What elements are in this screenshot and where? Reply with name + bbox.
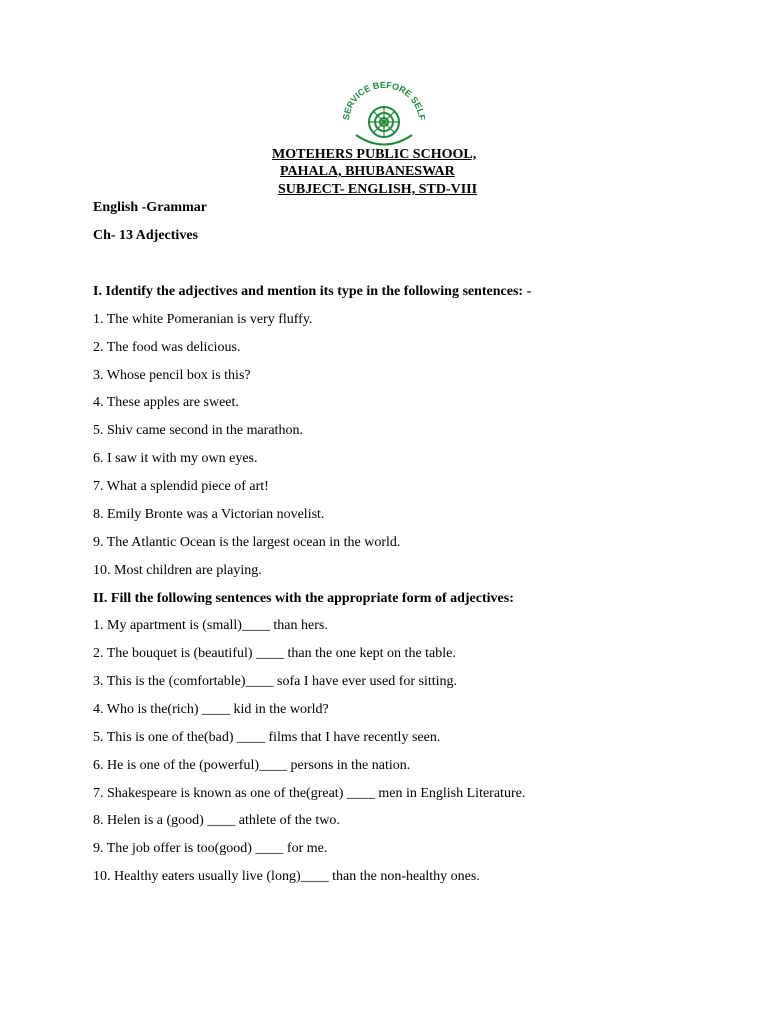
section-2-item: 10. Healthy eaters usually live (long)____ than the non-healthy ones. [93,869,480,884]
section-2-item: 2. The bouquet is (beautiful) ____ than the one kept on the table. [93,646,456,661]
topic-label: English -Grammar [93,200,207,215]
section-1-heading: I. Identify the adjectives and mention its type in the following sentences: - [93,284,532,299]
section-1-item: 1. The white Pomeranian is very fluffy. [93,312,313,327]
section-1-item: 6. I saw it with my own eyes. [93,451,258,466]
logo-motto: SERVICE BEFORE SELF [340,80,428,121]
section-2-item: 6. He is one of the (powerful)____ persons in the nation. [93,758,411,773]
section-1-item: 7. What a splendid piece of art! [93,479,269,494]
section-2-item: 1. My apartment is (small)____ than hers. [93,618,328,633]
section-2-item: 3. This is the (comfortable)____ sofa I have ever used for sitting. [93,674,458,689]
school-location: PAHALA, BHUBANESWAR [280,164,455,179]
section-2-item: 9. The job offer is too(good) ____ for me. [93,841,328,856]
school-name: MOTEHERS PUBLIC SCHOOL, [272,147,477,162]
section-1-item: 5. Shiv came second in the marathon. [93,423,303,438]
chapter-title: Ch- 13 Adjectives [93,228,198,243]
section-2-heading: II. Fill the following sentences with the appropriate form of adjectives: [93,591,514,606]
section-2-item: 4. Who is the(rich) ____ kid in the world? [93,702,329,717]
section-1-item: 4. These apples are sweet. [93,395,239,410]
section-1-item: 10. Most children are playing. [93,563,262,578]
section-2-item: 5. This is one of the(bad) ____ films that I have recently seen. [93,730,441,745]
section-1-item: 2. The food was delicious. [93,340,241,355]
section-1-item: 9. The Atlantic Ocean is the largest ocean in the world. [93,535,401,550]
section-2-item: 7. Shakespeare is known as one of the(great) ____ men in English Literature. [93,786,526,801]
subject-line: SUBJECT- ENGLISH, STD-VIII [278,182,478,197]
section-2-item: 8. Helen is a (good) ____ athlete of the two. [93,813,340,828]
section-1-item: 8. Emily Bronte was a Victorian novelist. [93,507,325,522]
section-1-item: 3. Whose pencil box is this? [93,368,251,383]
